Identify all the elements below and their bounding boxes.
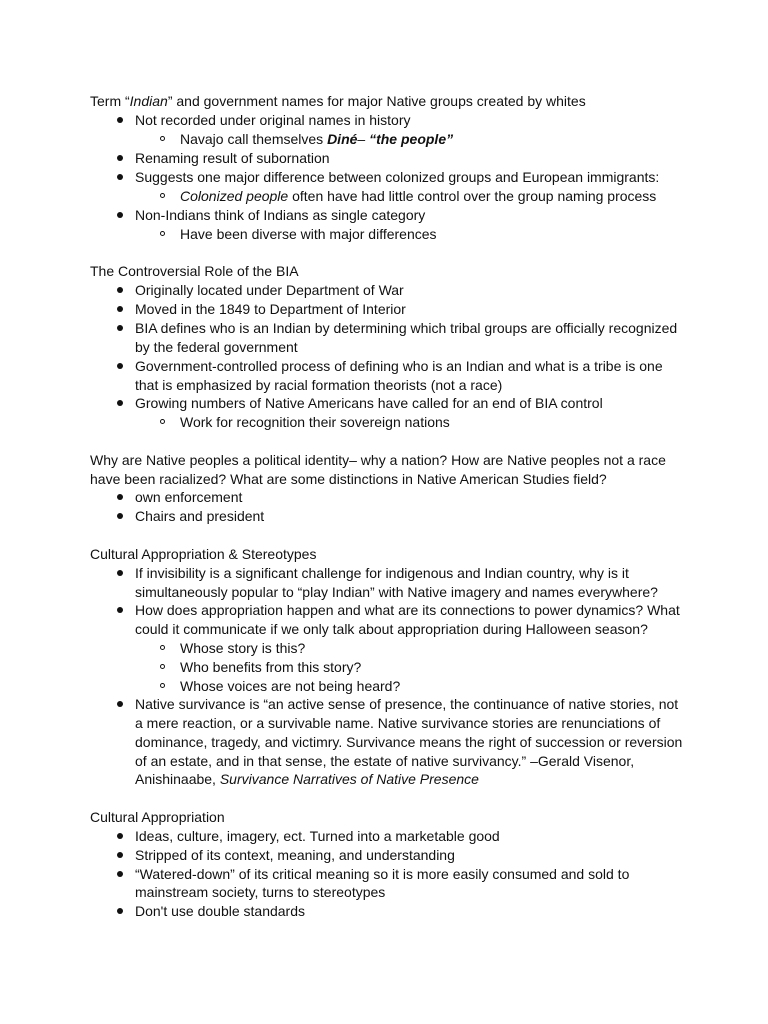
bullet-dot [117, 852, 123, 858]
bullet-dot [117, 701, 123, 707]
emphasis-text: “the people” [369, 131, 454, 147]
section-heading-term-indian [90, 92, 586, 110]
sub-bullet-circle [160, 419, 165, 424]
list-item-continuation: of an estate, and in that sense, the estate of native survivancy.” –Gerald Visenor, [135, 753, 635, 769]
list-item: Suggests one major difference between colonized groups and European immigrants: [135, 169, 660, 185]
list-item-continuation: could it communicate if we only talk about appropriation during Halloween season? [135, 621, 648, 637]
bullet-dot [117, 400, 123, 406]
sub-bullet-circle [160, 645, 165, 650]
sub-bullet-circle [160, 683, 165, 688]
emphasis-text: Diné [327, 131, 358, 147]
list-item: Native survivance is “an active sense of presence, the continuance of native stories, not [135, 696, 679, 712]
sub-bullet-circle [160, 193, 165, 198]
list-item: Moved in the 1849 to Department of Interior [135, 301, 406, 317]
section-heading-bia: The Controversial Role of the BIA [90, 263, 299, 279]
sub-list-item: Whose voices are not being heard? [180, 678, 401, 694]
list-item: How does appropriation happen and what are its connections to power dynamics? What [135, 602, 680, 618]
sub-item-text: – [357, 131, 370, 147]
bullet-dot [117, 363, 123, 369]
bullet-dot [117, 513, 123, 519]
list-item: Growing numbers of Native Americans have called for an end of BIA control [135, 395, 603, 411]
list-item-continuation: mainstream society, turns to stereotypes [135, 884, 386, 900]
question-paragraph: Why are Native peoples a political identity– why a nation? How are Native peoples not a race [90, 452, 666, 468]
bullet-dot [117, 494, 123, 500]
list-item-continuation: simultaneously popular to “play Indian” with Native imagery and names everywhere? [135, 584, 658, 600]
list-item-continuation: that is emphasized by racial formation theorists (not a race) [135, 377, 503, 393]
sub-list-item [180, 130, 453, 148]
heading-text: ” and government names for major Native groups created by whites [167, 93, 586, 109]
sub-bullet-circle [160, 136, 165, 141]
list-item: Chairs and president [135, 508, 265, 524]
italic-text: Colonized people [180, 188, 289, 204]
list-item-continuation: a mere reaction, or a survivable name. Native survivance stories are renunciations of [135, 715, 661, 731]
list-item: Not recorded under original names in history [135, 112, 411, 128]
sub-item-text: often have had little control over the group naming process [288, 188, 657, 204]
heading-text: Term “ [90, 93, 130, 109]
list-item-continuation: by the federal government [135, 339, 298, 355]
bullet-dot [117, 287, 123, 293]
list-item: Don't use double standards [135, 903, 306, 919]
list-item: BIA defines who is an Indian by determining which tribal groups are officially recognized [135, 320, 678, 336]
question-paragraph-continuation: have been racialized? What are some distinctions in Native American Studies field? [90, 471, 607, 487]
list-item: Stripped of its context, meaning, and understanding [135, 847, 455, 863]
list-item: Government-controlled process of defining who is an Indian and what is a tribe is one [135, 358, 663, 374]
bullet-dot [117, 325, 123, 331]
sub-list-item: Work for recognition their sovereign nations [180, 414, 450, 430]
sub-bullet-circle [160, 231, 165, 236]
bullet-dot [117, 833, 123, 839]
sub-bullet-circle [160, 664, 165, 669]
section-heading-appropriation-stereotypes: Cultural Appropriation & Stereotypes [90, 546, 317, 562]
bullet-dot [117, 570, 123, 576]
sub-list-item: Have been diverse with major differences [180, 226, 437, 242]
list-item: Non-Indians think of Indians as single category [135, 207, 426, 223]
bullet-dot [117, 908, 123, 914]
list-item: Originally located under Department of War [135, 282, 404, 298]
sub-item-text: Navajo call themselves [180, 131, 328, 147]
sub-list-item [180, 187, 656, 205]
bullet-dot [117, 117, 123, 123]
list-item: If invisibility is a significant challenge for indigenous and Indian country, why is it [135, 565, 629, 581]
sub-list-item: Who benefits from this story? [180, 659, 362, 675]
bullet-dot [117, 212, 123, 218]
sub-list-item: Whose story is this? [180, 640, 306, 656]
bullet-dot [117, 174, 123, 180]
list-item: “Watered-down” of its critical meaning so it is more easily consumed and sold to [135, 866, 630, 882]
list-item: Ideas, culture, imagery, ect. Turned into a marketable good [135, 828, 500, 844]
list-item: own enforcement [135, 489, 243, 505]
bullet-dot [117, 155, 123, 161]
list-item-continuation [135, 770, 479, 788]
list-item-continuation: dominance, tragedy, and victimry. Survivance means the right of succession or reversion [135, 734, 683, 750]
bullet-dot [117, 306, 123, 312]
citation-text: Anishinaabe, [135, 771, 220, 787]
bullet-dot [117, 607, 123, 613]
list-item: Renaming result of subornation [135, 150, 330, 166]
bullet-dot [117, 871, 123, 877]
book-title-italic: Survivance Narratives of Native Presence [219, 771, 479, 787]
heading-italic-text: Indian [129, 93, 168, 109]
section-heading-cultural-appropriation: Cultural Appropriation [90, 809, 225, 825]
